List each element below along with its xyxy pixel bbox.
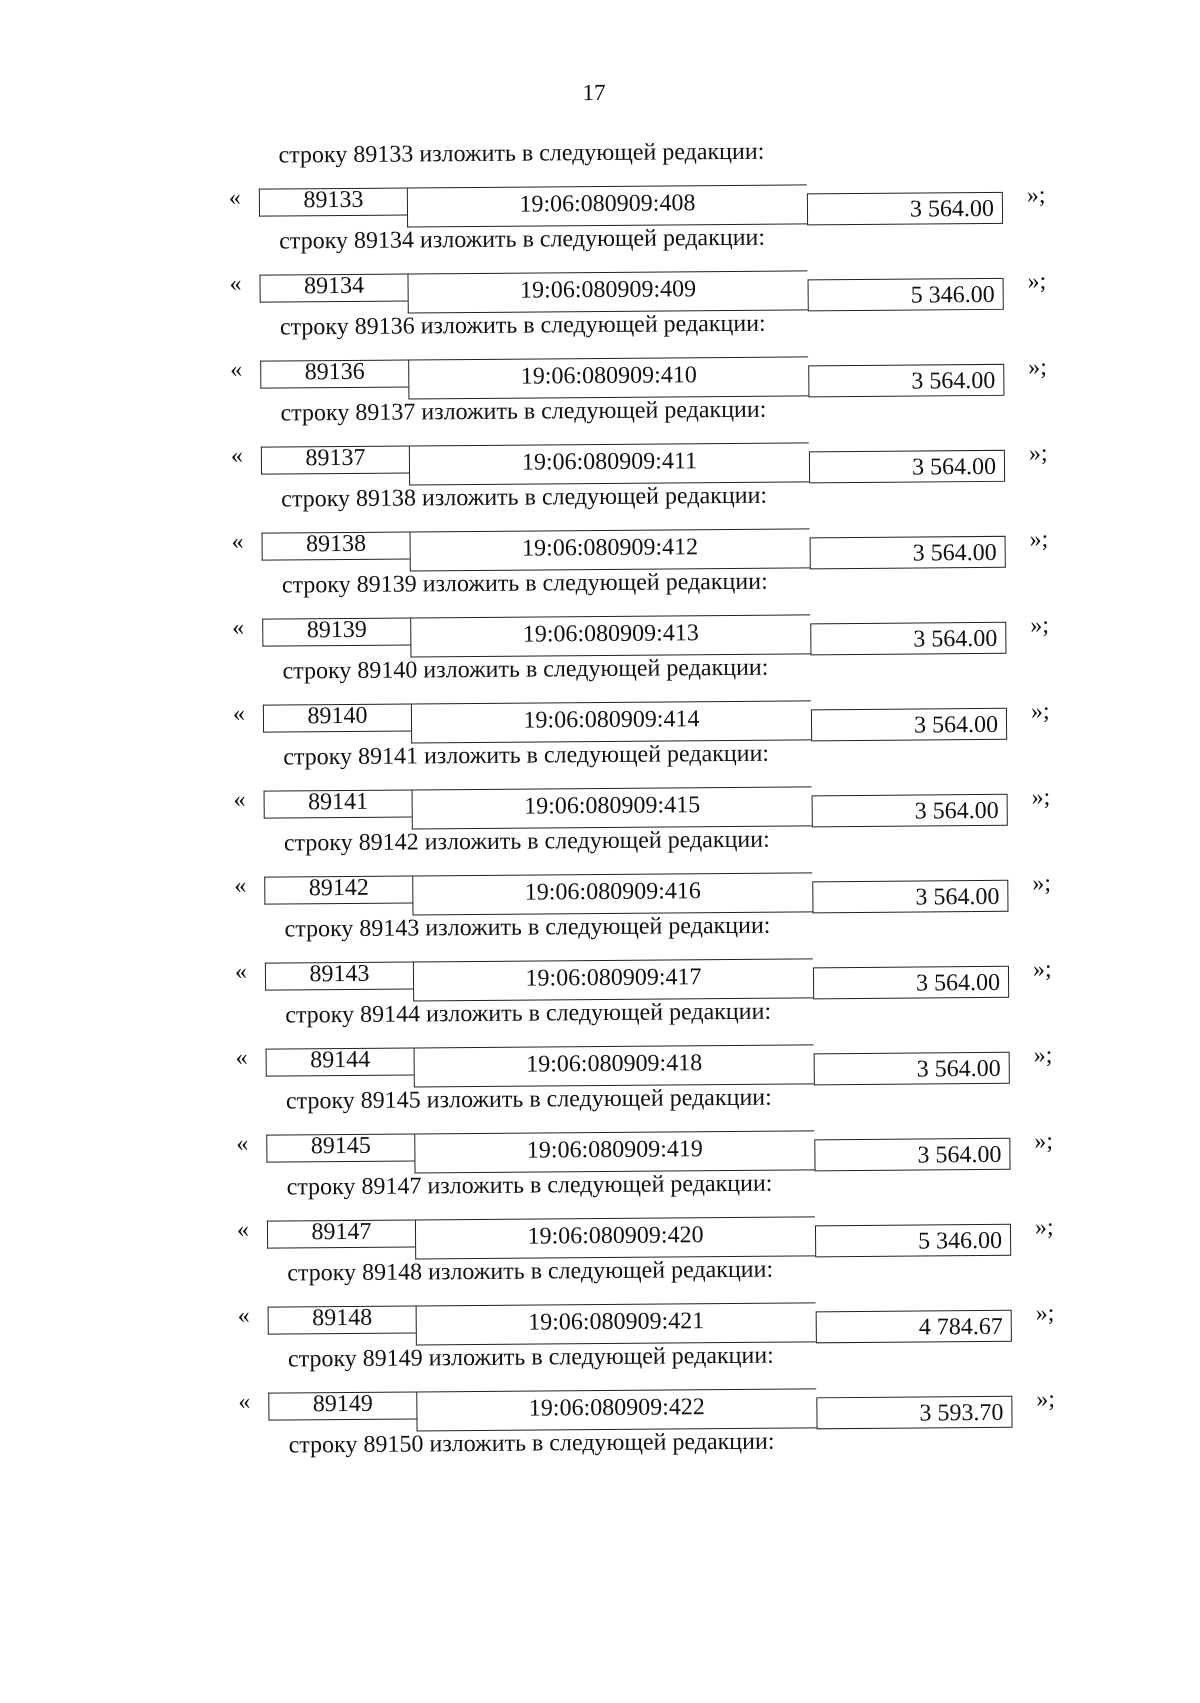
instruction-text: строку 89140 изложить в следующей редакции: xyxy=(282,654,769,685)
value-cell: 3 564.00 xyxy=(807,192,1003,226)
value-cell: 3 564.00 xyxy=(812,880,1008,914)
row-number-cell: 89139 xyxy=(262,617,410,646)
instruction-text: строку 89145 изложить в следующей редакции: xyxy=(285,1084,772,1115)
row-number-cell: 89148 xyxy=(268,1305,416,1334)
row-number-cell: 89143 xyxy=(265,961,413,990)
amendment-entry xyxy=(232,824,1053,924)
opening-quote: « xyxy=(230,442,244,469)
row-number-cell: 89145 xyxy=(266,1133,414,1162)
amendment-entry xyxy=(226,136,1047,236)
opening-quote: « xyxy=(231,528,244,555)
value-cell: 3 564.00 xyxy=(810,536,1006,570)
amendment-entry xyxy=(233,910,1054,1010)
amendment-entry xyxy=(235,1254,1056,1354)
amendment-entry xyxy=(235,1168,1056,1268)
value-cell: 3 564.00 xyxy=(813,966,1009,1000)
instruction-text: строку 89150 изложить в следующей редакции: xyxy=(288,1428,775,1459)
row-number-cell: 89149 xyxy=(268,1391,416,1420)
row-number-cell: 89142 xyxy=(264,875,412,904)
closing-quote: »; xyxy=(1033,1042,1053,1069)
instruction-text: строку 89147 изложить в следующей редакции: xyxy=(286,1170,773,1201)
cadastral-number-cell: 19:06:080909:413 xyxy=(410,614,810,657)
instruction-text: строку 89144 изложить в следующей редакции: xyxy=(285,998,772,1029)
opening-quote: « xyxy=(229,270,242,297)
value-cell: 5 346.00 xyxy=(808,278,1004,312)
cadastral-number-cell: 19:06:080909:420 xyxy=(415,1216,815,1259)
closing-quote: »; xyxy=(1030,698,1050,725)
row-number-cell: 89141 xyxy=(264,789,412,818)
row-number-cell: 89133 xyxy=(259,187,407,216)
opening-quote: « xyxy=(237,1302,250,1329)
closing-quote: »; xyxy=(1028,354,1048,381)
instruction-text: строку 89134 изложить в следующей редакции: xyxy=(279,224,766,255)
amendment-entry xyxy=(231,738,1052,838)
cadastral-number-cell: 19:06:080909:412 xyxy=(410,528,810,571)
amendment-entry xyxy=(236,1340,1057,1440)
closing-quote: »; xyxy=(1028,440,1048,467)
amendment-entry xyxy=(234,1082,1055,1182)
value-cell: 3 564.00 xyxy=(814,1138,1010,1172)
opening-quote: « xyxy=(234,872,247,899)
cadastral-number-cell: 19:06:080909:418 xyxy=(414,1044,814,1087)
row-number-cell: 89134 xyxy=(259,273,407,302)
row-number-cell: 89138 xyxy=(262,531,410,560)
cadastral-number-cell: 19:06:080909:409 xyxy=(407,270,807,313)
value-cell: 3 564.00 xyxy=(809,450,1005,484)
opening-quote: « xyxy=(236,1216,250,1243)
amendment-entry xyxy=(228,308,1049,408)
opening-quote: « xyxy=(232,700,246,727)
value-cell: 5 346.00 xyxy=(815,1224,1011,1258)
opening-quote: « xyxy=(230,356,243,383)
cadastral-number-cell: 19:06:080909:408 xyxy=(407,184,807,227)
closing-quote: »; xyxy=(1034,1128,1054,1155)
opening-quote: « xyxy=(234,958,248,985)
amendment-entry xyxy=(233,996,1054,1096)
row-number-cell: 89147 xyxy=(267,1219,415,1248)
closing-quote: »; xyxy=(1029,526,1049,553)
value-cell: 3 564.00 xyxy=(810,622,1006,656)
cadastral-number-cell: 19:06:080909:419 xyxy=(414,1130,814,1173)
cadastral-number-cell: 19:06:080909:410 xyxy=(408,356,808,399)
instruction-text: строку 89142 изложить в следующей редакции: xyxy=(283,826,770,857)
instruction-text: строку 89137 изложить в следующей редакции: xyxy=(280,396,767,427)
cadastral-number-cell: 19:06:080909:422 xyxy=(416,1388,816,1431)
instruction-text: строку 89133 изложить в следующей редакции: xyxy=(278,138,765,169)
instruction-text: строку 89141 изложить в следующей редакции: xyxy=(283,740,770,771)
closing-quote: »; xyxy=(1032,870,1052,897)
instruction-text: строку 89148 изложить в следующей редакции: xyxy=(287,1256,774,1287)
cadastral-number-cell: 19:06:080909:411 xyxy=(409,442,809,485)
instruction-text: строку 89149 изложить в следующей редакции: xyxy=(287,1342,774,1373)
cadastral-number-cell: 19:06:080909:417 xyxy=(413,958,813,1001)
row-number-cell: 89137 xyxy=(261,445,409,474)
opening-quote: « xyxy=(236,1130,249,1157)
closing-quote: »; xyxy=(1027,268,1047,295)
instruction-text: строку 89136 изложить в следующей редакции: xyxy=(279,310,766,341)
page-number: 17 xyxy=(582,79,606,106)
opening-quote: « xyxy=(232,614,245,641)
closing-quote: »; xyxy=(1031,784,1051,811)
cadastral-number-cell: 19:06:080909:414 xyxy=(411,700,811,743)
value-cell: 3 564.00 xyxy=(814,1052,1010,1086)
opening-quote: « xyxy=(228,184,241,211)
closing-quote: »; xyxy=(1032,956,1052,983)
value-cell: 3 564.00 xyxy=(811,708,1007,742)
amendment-entry xyxy=(228,394,1049,494)
closing-quote: »; xyxy=(1030,612,1050,639)
closing-quote: »; xyxy=(1035,1300,1055,1327)
value-cell: 3 564.00 xyxy=(812,794,1008,828)
instruction-text: строку 89138 изложить в следующей редакции: xyxy=(281,482,768,513)
cadastral-number-cell: 19:06:080909:421 xyxy=(416,1302,816,1345)
value-cell: 4 784.67 xyxy=(816,1310,1012,1344)
cadastral-number-cell: 19:06:080909:416 xyxy=(412,872,812,915)
row-number-cell: 89144 xyxy=(266,1047,414,1076)
instruction-text: строку 89143 изложить в следующей редакции: xyxy=(284,912,771,943)
amendment-entry-final xyxy=(237,1426,1058,1526)
row-number-cell: 89136 xyxy=(260,359,408,388)
closing-quote: »; xyxy=(1034,1214,1054,1241)
opening-quote: « xyxy=(238,1388,251,1415)
opening-quote: « xyxy=(233,786,246,813)
amendment-entry xyxy=(227,222,1048,322)
value-cell: 3 564.00 xyxy=(808,364,1004,398)
row-number-cell: 89140 xyxy=(263,703,411,732)
instruction-text: строку 89139 изложить в следующей редакции: xyxy=(281,568,768,599)
cadastral-number-cell: 19:06:080909:415 xyxy=(412,786,812,829)
amendment-entry xyxy=(230,566,1051,666)
value-cell: 3 593.70 xyxy=(816,1396,1012,1430)
amendment-entry xyxy=(230,652,1051,752)
closing-quote: »; xyxy=(1036,1386,1056,1413)
closing-quote: »; xyxy=(1026,182,1046,209)
amendment-entry xyxy=(229,480,1050,580)
opening-quote: « xyxy=(235,1044,248,1071)
